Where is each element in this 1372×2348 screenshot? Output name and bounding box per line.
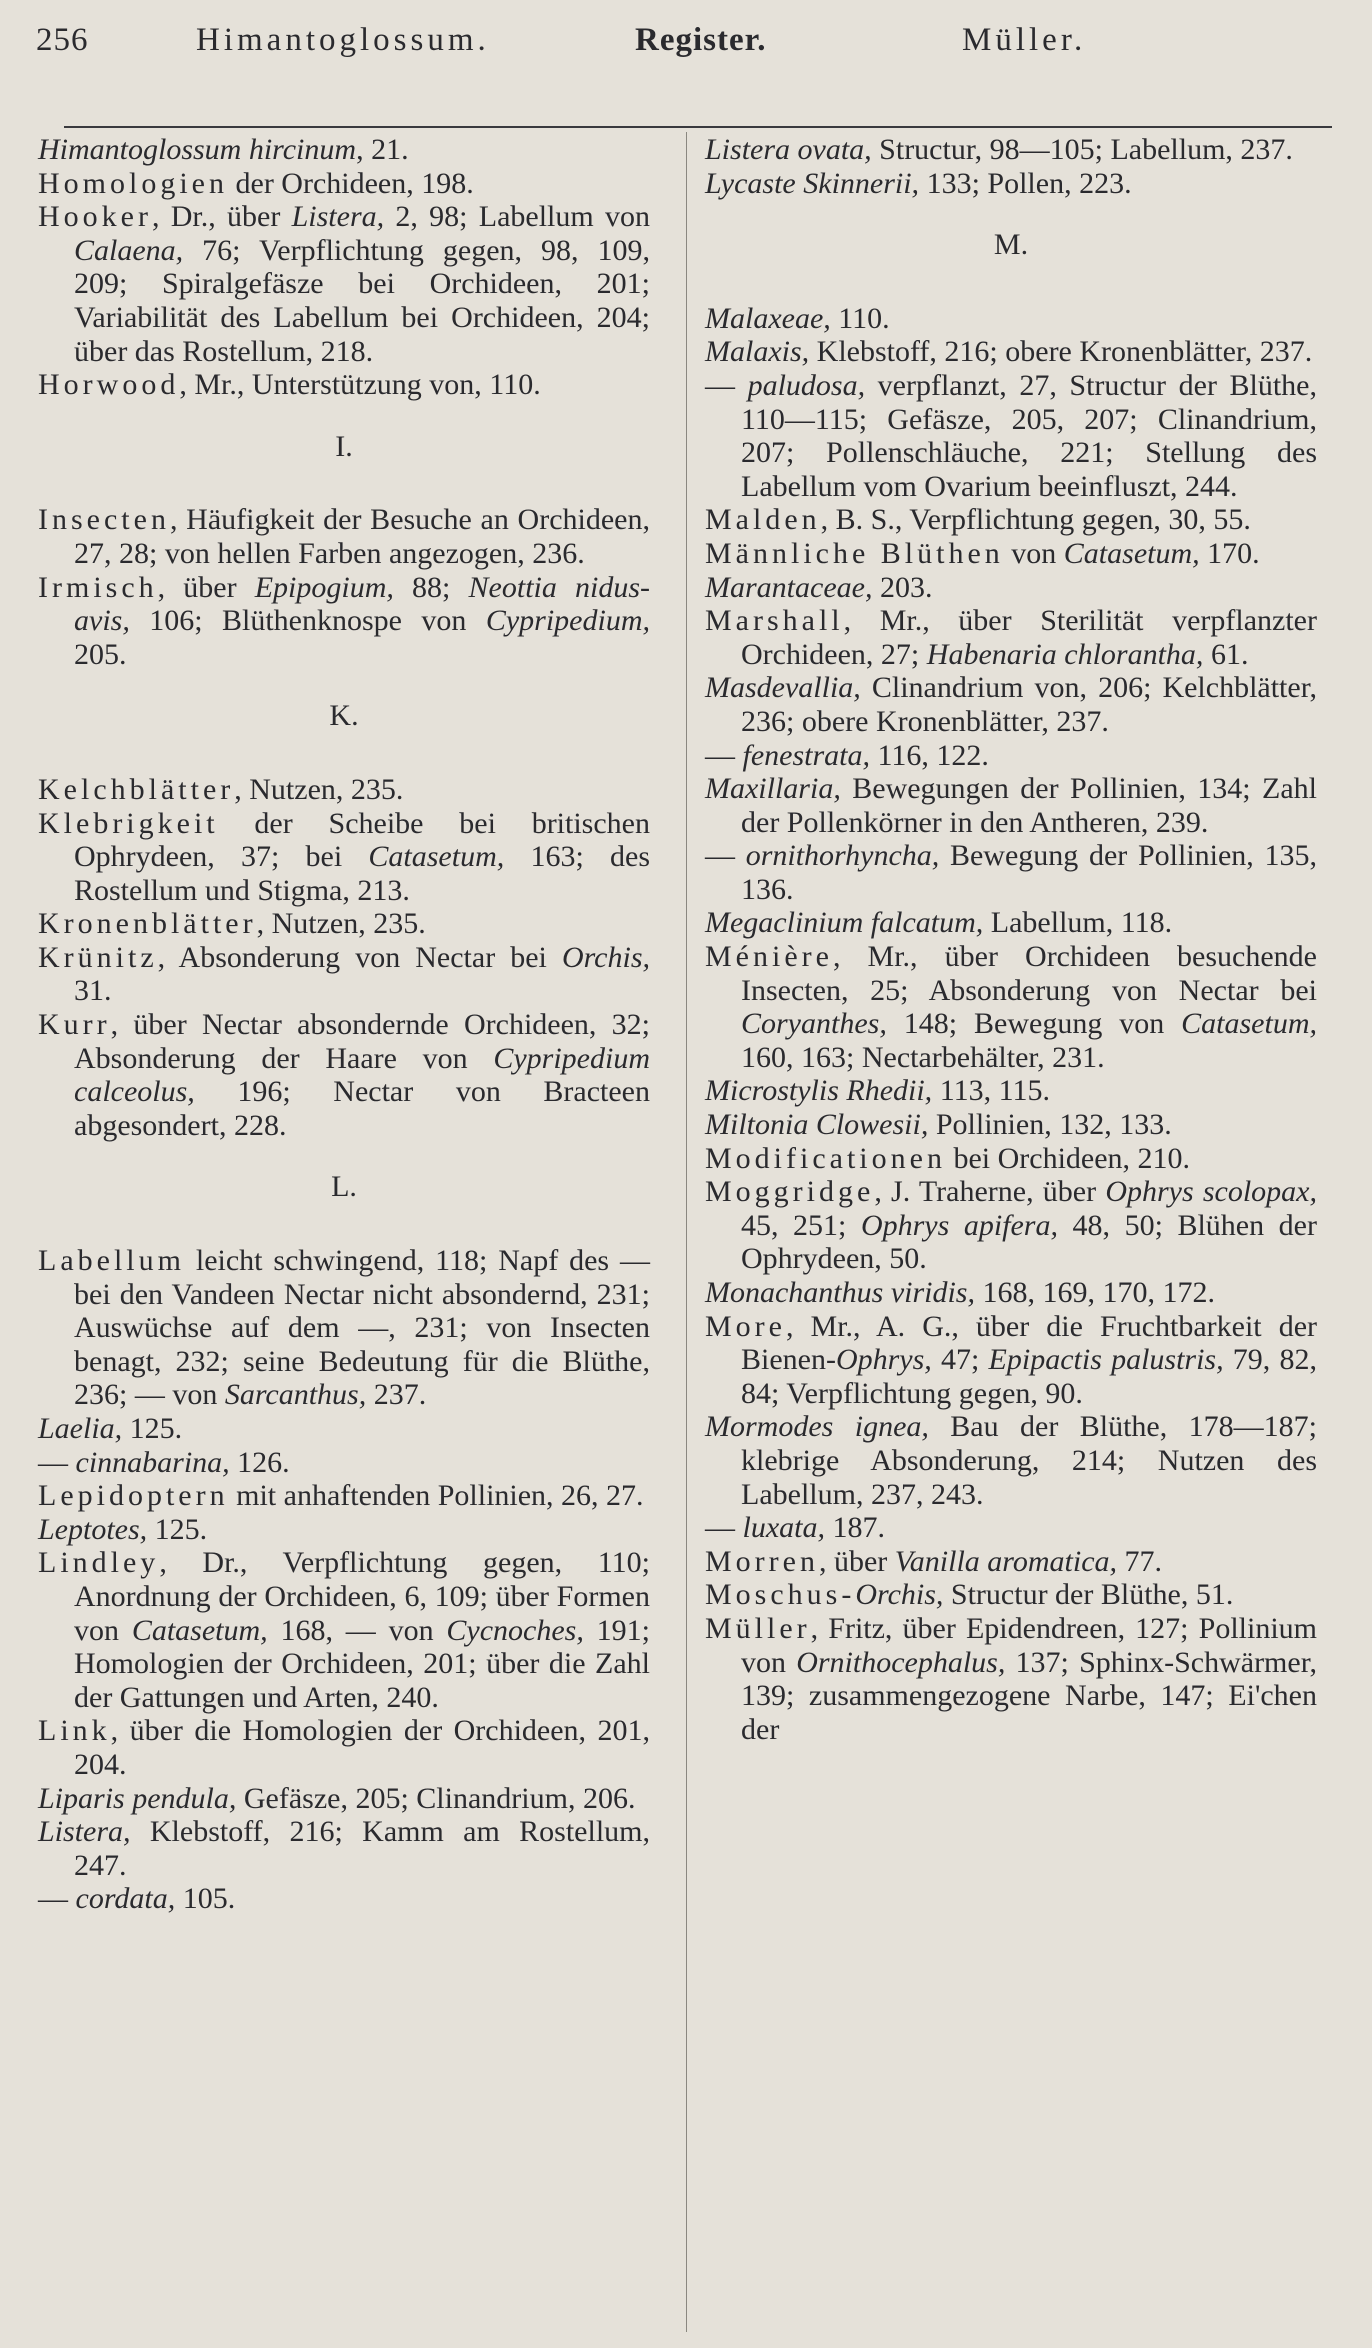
index-entry: Labellum leicht schwingend, 118; Napf des — bei den Vandeen Nectar nicht absondernd, 231; Auswüchse auf dem —, 231; von Insecten benagt, 232; seine Bedeutung für die Blüthe, 236; — von Sarcanthus, 237. <box>38 1244 650 1412</box>
index-entry: Leptotes, 125. <box>38 1512 208 1546</box>
index-entry: Monachanthus viridis, 168, 169, 170, 172. <box>705 1276 1215 1309</box>
index-entry: Horwood, Mr., Unterstützung von, 110. <box>38 368 541 402</box>
page-number: 256 <box>36 22 89 58</box>
index-entry: Ménière, Mr., über Orchideen besuchende Insecten, 25; Absonderung von Nectar bei Coryanthes, 148; Bewegung von Catasetum, 160, 163; Nectarbehälter, 231. <box>705 940 1317 1074</box>
index-entry: Kurr, über Nectar absondernde Orchideen, 32; Absonderung der Haare von Cypripedium calceolus, 196; Nectar von Bracteen abgesondert, 228. <box>38 1008 650 1142</box>
header-right-keyword: Müller. <box>962 22 1087 58</box>
header-left-keyword: Himantoglossum. <box>196 22 490 58</box>
section-heading-k: K. <box>329 699 359 733</box>
index-entry: Hooker, Dr., über Listera, 2, 98; Labellum von Calaena, 76; Verpflichtung gegen, 98, 109, 209; Spiralgefäsze bei Orchideen, 201; Variabilität des Labellum bei Orchideen, 204; über das Rostellum, 218. <box>38 200 650 368</box>
running-header <box>0 22 1372 82</box>
index-entry: — ornithorhyncha, Bewegung der Pollinien, 135, 136. <box>705 839 1317 906</box>
index-entry: Miltonia Clowesii, Pollinien, 132, 133. <box>705 1108 1172 1142</box>
index-entry: Insecten, Häufigkeit der Besuche an Orchideen, 27, 28; von hellen Farben angezogen, 236. <box>38 503 650 570</box>
index-entry: Lindley, Dr., Verpflichtung gegen, 110; Anordnung der Orchideen, 6, 109; über Formen von Catasetum, 168, — von Cycnoches, 191; Homologien der Orchideen, 201; über die Zahl der Gattungen und Arten, 240. <box>38 1546 651 1714</box>
index-entry: Moggridge, J. Traherne, über Ophrys scolopax, 45, 251; Ophrys apifera, 48, 50; Blühen der Ophrydeen, 50. <box>705 1175 1317 1276</box>
index-entry: Müller, Fritz, über Epidendreen, 127; Pollinium von Ornithocephalus, 137; Sphinx-Schwärmer, 139; zusammengezogene Narbe, 147; Ei'chen der <box>705 1611 1317 1746</box>
left-column <box>38 133 650 1916</box>
index-entry: — paludosa, verpflanzt, 27, Structur der Blüthe, 110—115; Gefäsze, 205, 207; Clinandrium, 207; Pollenschläuche, 221; Stellung des Labellum vom Ovarium beeinfluszt, 244. <box>705 368 1317 503</box>
index-entry: Masdevallia, Clinandrium von, 206; Kelchblätter, 236; obere Kronenblätter, 237. <box>705 671 1317 738</box>
section-heading-i: I. <box>335 429 353 463</box>
index-entry: Himantoglossum hircinum, 21. <box>38 133 409 166</box>
index-entry: Listera, Klebstoff, 216; Kamm am Rostellum, 247. <box>38 1815 650 1882</box>
index-entry: Link, über die Homologien der Orchideen, 201, 204. <box>38 1714 650 1781</box>
index-entry: Lycaste Skinnerii, 133; Pollen, 223. <box>705 166 1132 200</box>
index-entry: Moschus-Orchis, Structur der Blüthe, 51. <box>705 1578 1234 1612</box>
index-entry: Klebrigkeit der Scheibe bei britischen Ophrydeen, 37; bei Catasetum, 163; des Rostellum und Stigma, 213. <box>38 806 650 907</box>
index-entry: — luxata, 187. <box>705 1511 885 1545</box>
section-heading-m: M. <box>993 228 1029 262</box>
index-entry: — fenestrata, 116, 122. <box>705 738 989 772</box>
index-entry: Mormodes ignea, Bau der Blüthe, 178—187; klebrige Absonderung, 214; Nutzen des Labellum, 237, 243. <box>705 1410 1317 1511</box>
index-entry: Modificationen bei Orchideen, 210. <box>705 1141 1191 1175</box>
index-entry: Kronenblätter, Nutzen, 235. <box>38 907 426 941</box>
header-title: Register. <box>635 22 767 58</box>
index-entry: Maxillaria, Bewegungen der Pollinien, 134; Zahl der Pollenkörner in den Antheren, 239. <box>705 772 1317 839</box>
index-entry: Malaxis, Klebstoff, 216; obere Kronenblätter, 237. <box>705 335 1313 369</box>
index-entry: Liparis pendula, Gefäsze, 205; Clinandrium, 206. <box>38 1781 636 1815</box>
index-entry: Irmisch, über Epipogium, 88; Neottia nidus-avis, 106; Blüthenknospe von Cypripedium, 205. <box>38 570 650 671</box>
index-entry: Morren, über Vanilla aromatica, 77. <box>705 1544 1163 1578</box>
column-divider <box>686 132 687 2332</box>
index-entry: — cordata, 105. <box>38 1882 236 1916</box>
index-entry: More, Mr., A. G., über die Fruchtbarkeit der Bienen-Ophrys, 47; Epipactis palustris, 79, 82, 84; Verpflichtung gegen, 90. <box>705 1309 1317 1410</box>
index-entry: Männliche Blüthen von Catasetum, 170. <box>705 536 1260 570</box>
header-rule <box>64 126 1332 128</box>
index-entry: Malden, B. S., Verpflichtung gegen, 30, 55. <box>705 503 1251 537</box>
index-entry: — cinnabarina, 126. <box>38 1445 290 1479</box>
index-entry: Krünitz, Absonderung von Nectar bei Orchis, 31. <box>38 940 650 1008</box>
index-entry: Kelchblätter, Nutzen, 235. <box>38 772 404 806</box>
index-entry: Laelia, 125. <box>38 1412 183 1445</box>
index-entry: Marantaceae, 203. <box>705 570 933 604</box>
index-entry: Lepidoptern mit anhaftenden Pollinien, 26, 27. <box>38 1479 644 1513</box>
index-entry: Marshall, Mr., über Sterilität verpflanzter Orchideen, 27; Habenaria chlorantha, 61. <box>705 604 1317 671</box>
right-column <box>705 133 1317 1746</box>
index-entry: Megaclinium falcatum, Labellum, 118. <box>705 906 1173 940</box>
section-heading-l: L. <box>331 1170 357 1204</box>
index-entry: Listera ovata, Structur, 98—105; Labellum, 237. <box>705 133 1293 166</box>
index-entry: Microstylis Rhedii, 113, 115. <box>705 1074 1050 1108</box>
index-entry: Malaxeae, 110. <box>705 301 890 335</box>
index-entry: Homologien der Orchideen, 198. <box>38 166 474 200</box>
